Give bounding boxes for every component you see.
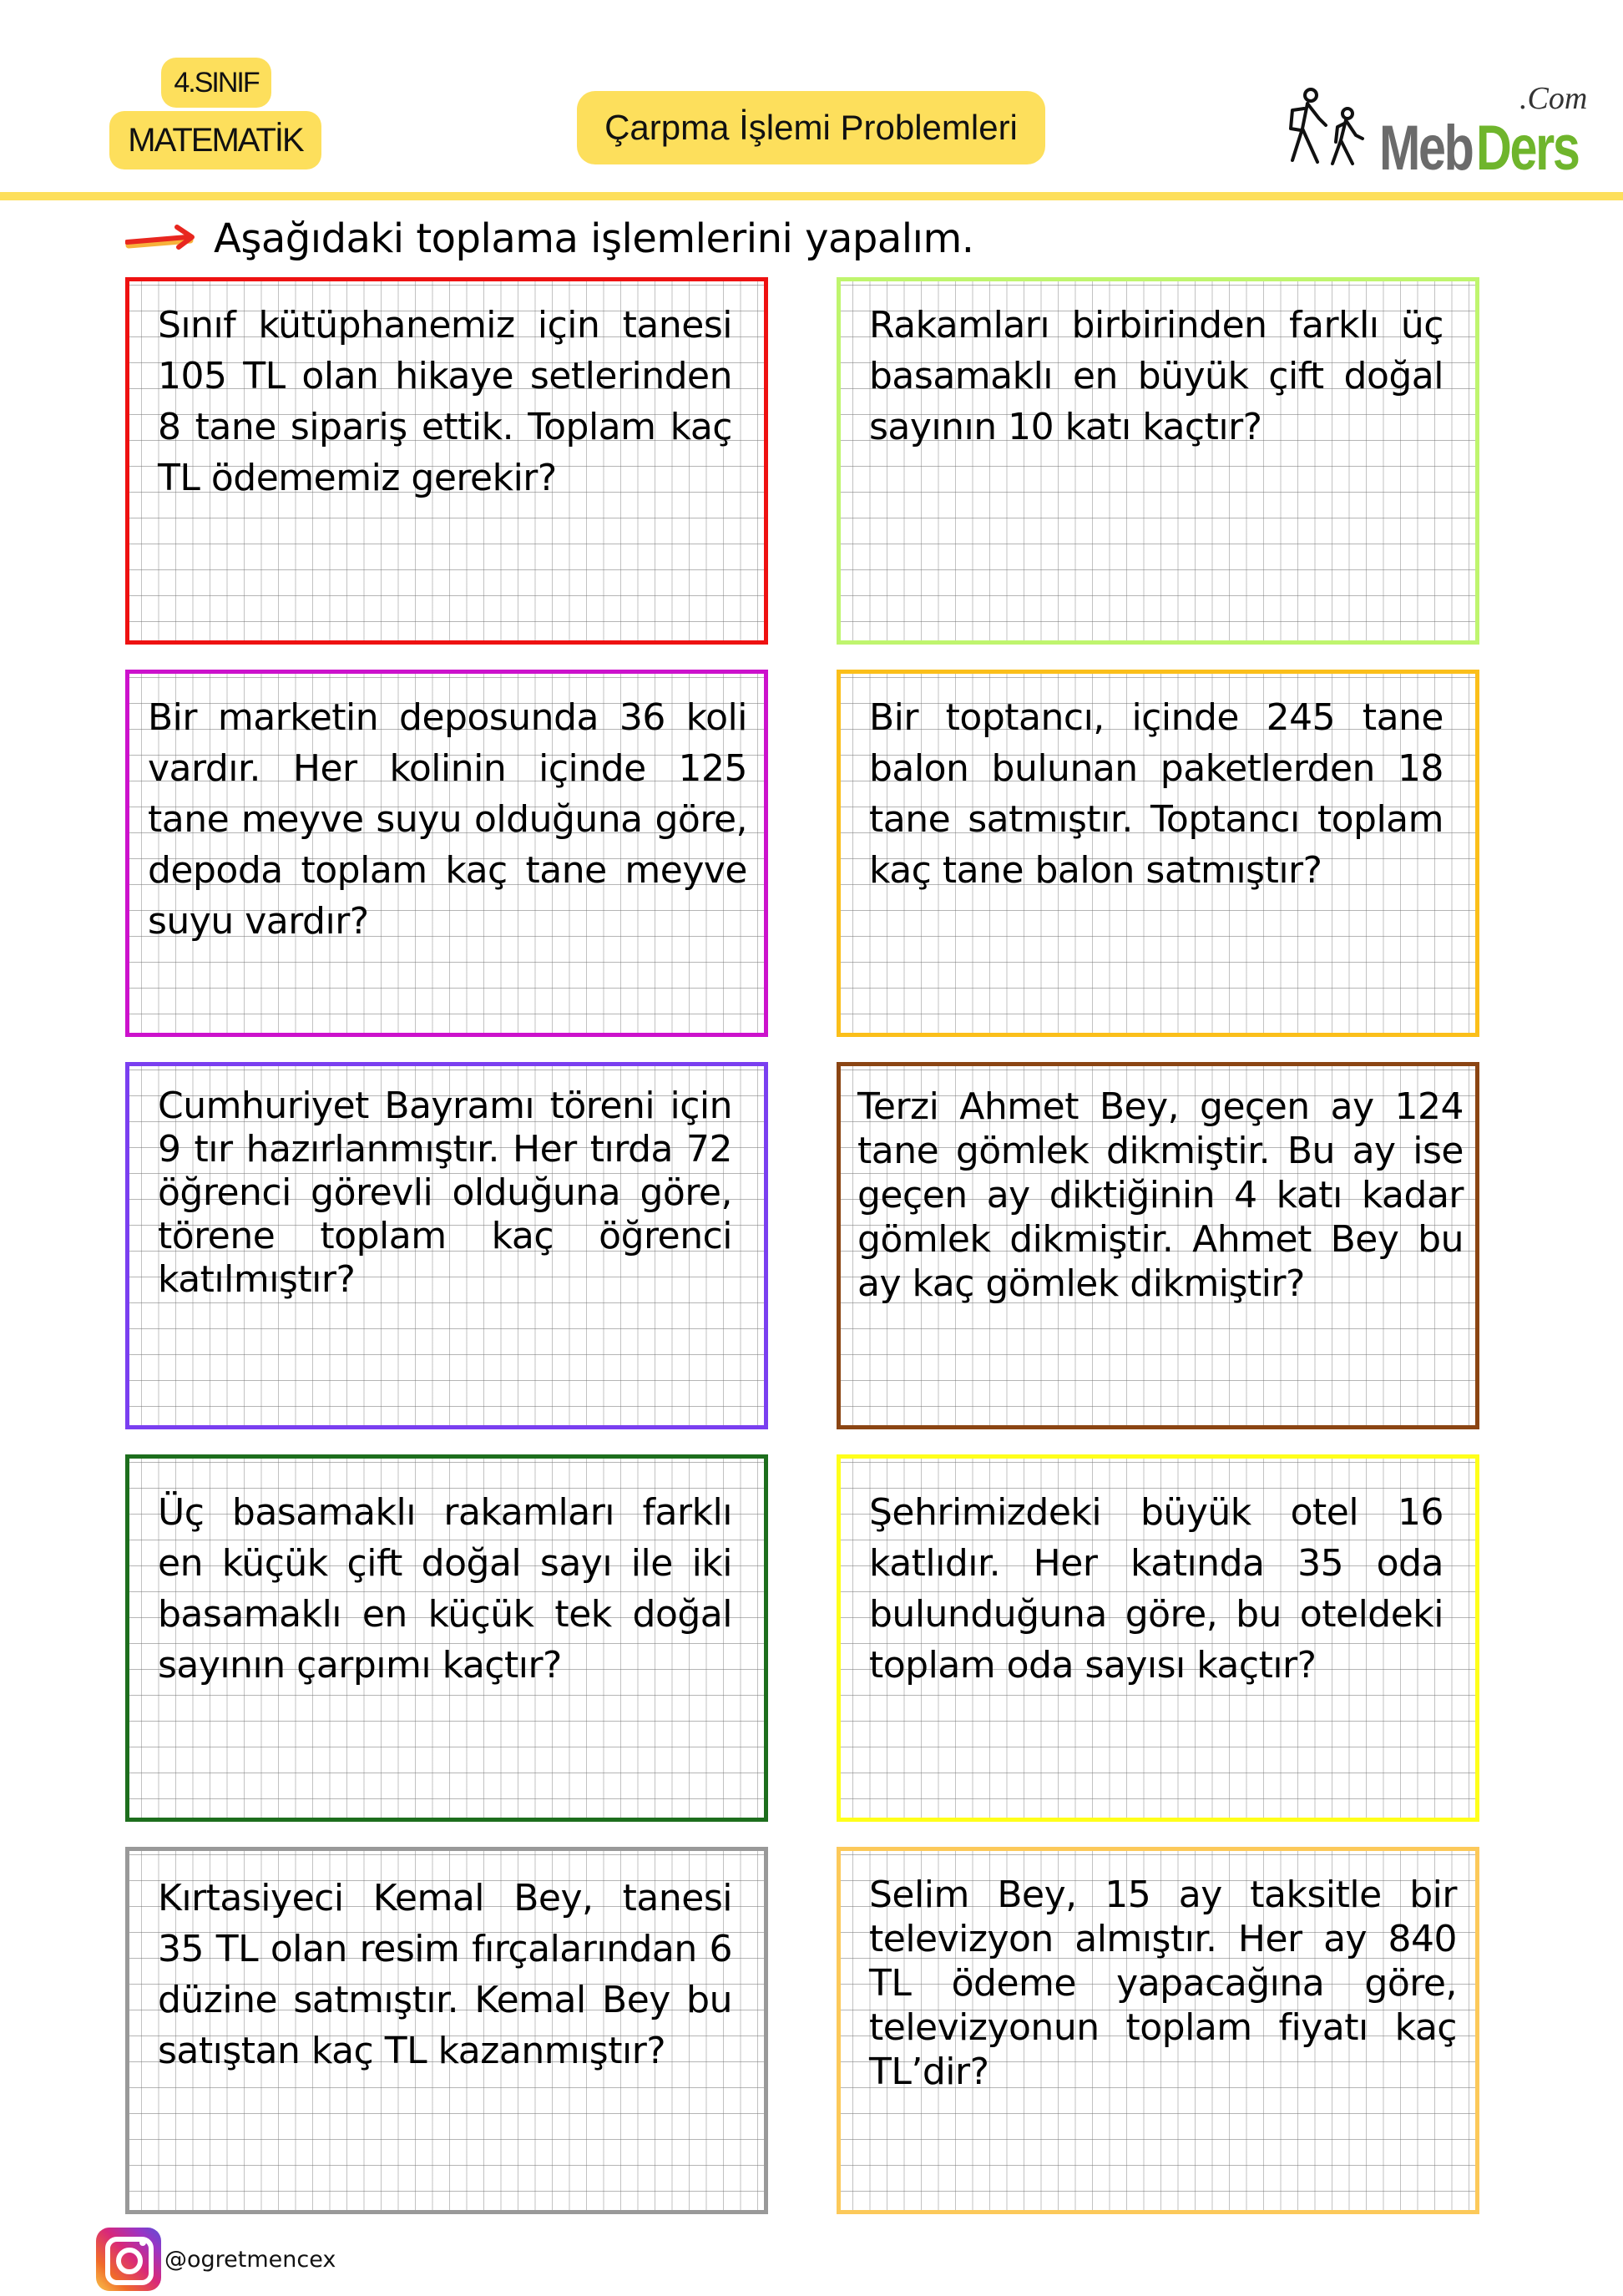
footer bbox=[96, 2228, 336, 2291]
problem-box-4[interactable] bbox=[837, 670, 1479, 1037]
logo-ders: Ders bbox=[1476, 113, 1579, 184]
logo-meb: Meb bbox=[1379, 113, 1473, 184]
problem-text: Bir toptancı, içinde 245 tane balon bulunan paketlerden 18 tane satmıştır. Toptancı toplam kaç tane balon satmıştır? bbox=[869, 696, 1444, 892]
instruction bbox=[125, 215, 973, 262]
header-divider bbox=[0, 192, 1623, 200]
subject-badge bbox=[109, 111, 321, 169]
problem-box-7[interactable] bbox=[125, 1454, 768, 1822]
problem-box-1[interactable] bbox=[125, 277, 768, 645]
subject-label: MATEMATİK bbox=[128, 121, 303, 159]
worksheet-title bbox=[577, 91, 1045, 164]
problem-box-5[interactable] bbox=[125, 1062, 768, 1429]
problem-box-10[interactable] bbox=[837, 1847, 1479, 2214]
instagram-icon[interactable] bbox=[96, 2228, 161, 2291]
problem-text: Bir marketin deposunda 36 koli vardır. Her kolinin içinde 125 tane meyve suyu olduğuna göre, depoda toplam kaç tane meyve suyu vardır? bbox=[148, 696, 747, 943]
problem-box-6[interactable] bbox=[837, 1062, 1479, 1429]
logo-com: .Com bbox=[1519, 81, 1588, 116]
instagram-handle[interactable]: @ogretmencex bbox=[164, 2246, 336, 2273]
problem-box-9[interactable] bbox=[125, 1847, 768, 2214]
mebders-logo bbox=[1286, 80, 1588, 184]
problem-box-3[interactable] bbox=[125, 670, 768, 1037]
worksheet-title-text: Çarpma İşlemi Problemleri bbox=[604, 108, 1018, 147]
problem-text: Kırtasiyeci Kemal Bey, tanesi 35 TL olan resim fırçalarından 6 düzine satmıştır. Kemal Bey bu satıştan kaç TL kazanmıştır? bbox=[158, 1877, 732, 2072]
problem-text: Selim Bey, 15 ay taksitle bir televizyon almıştır. Her ay 840 TL ödeme yapacağına göre, televizyonun toplam fiyatı kaç TL’dir? bbox=[869, 1874, 1457, 2093]
problem-box-8[interactable] bbox=[837, 1454, 1479, 1822]
problem-text: Rakamları birbirinden farklı üç basamaklı en büyük çift doğal sayının 10 katı kaçtır? bbox=[869, 304, 1444, 448]
instruction-text: Aşağıdaki toplama işlemlerini yapalım. bbox=[214, 215, 974, 262]
arrow-right-icon bbox=[125, 222, 200, 255]
problem-text: Cumhuriyet Bayramı töreni için 9 tır hazırlanmıştır. Her tırda 72 öğrenci görevli olduğuna göre, törene toplam kaç öğrenci katılmıştır? bbox=[158, 1085, 732, 1301]
problem-text: Üç basamaklı rakamları farklı en küçük çift doğal sayı ile iki basamaklı en küçük tek doğal sayının çarpımı kaçtır? bbox=[158, 1491, 732, 1687]
problem-box-2[interactable] bbox=[837, 277, 1479, 645]
problem-text: Şehrimizdeki büyük otel 16 katlıdır. Her katında 35 oda bulunduğuna göre, bu oteldeki toplam oda sayısı kaçtır? bbox=[869, 1491, 1444, 1687]
hikers-icon bbox=[1286, 85, 1379, 169]
grade-label: 4.SINIF bbox=[174, 66, 259, 99]
problem-text: Sınıf kütüphanemiz için tanesi 105 TL olan hikaye setlerinden 8 tane sipariş ettik. Toplam kaç TL ödememiz gerekir? bbox=[158, 304, 732, 499]
grade-badge bbox=[161, 58, 271, 108]
problem-text: Terzi Ahmet Bey, geçen ay 124 tane gömlek dikmiştir. Bu ay ise geçen ay diktiğinin 4 katı kadar gömlek dikmiştir. Ahmet Bey bu ay kaç gömlek dikmiştir? bbox=[857, 1085, 1464, 1305]
